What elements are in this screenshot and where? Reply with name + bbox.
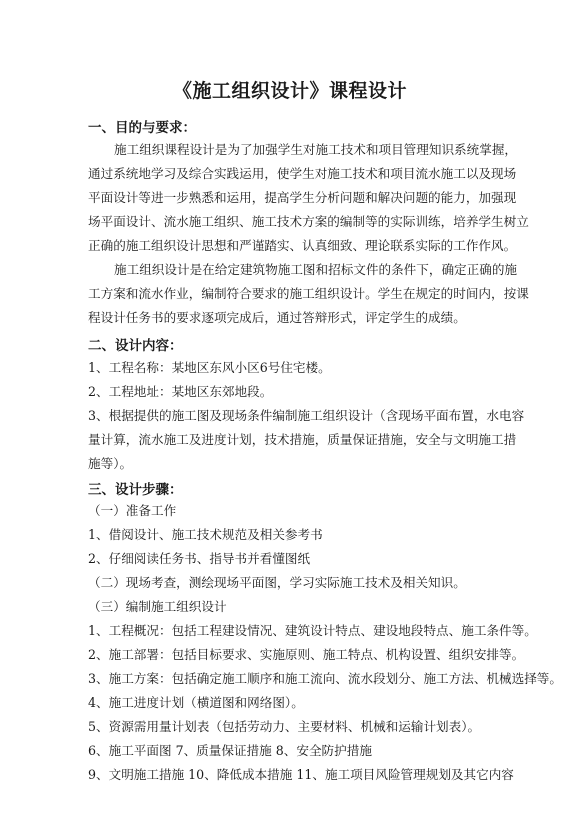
step-item: （一）准备工作 [88,503,177,518]
step-item: 1、工程概况：包括工程建设情况、建筑设计特点、建设地段特点、施工条件等。 [88,623,537,638]
step-item: 2、施工部署：包括目标要求、实施原则、施工特点、机构设置、组织安排等。 [88,647,525,662]
step-item: 3、施工方案：包括确定施工顺序和施工流向、流水段划分、施工方法、机械选择等。 [88,671,562,686]
paragraph-line: 程设计任务书的要求逐项完成后，通过答辩形式，评定学生的成绩。 [88,310,466,325]
step-item: 9、文明施工措施 10、降低成本措施 11、施工项目风险管理规划及其它内容 [88,767,514,782]
paragraph-line: 施工组织课程设计是为了加强学生对施工技术和项目管理知识系统掌握， [114,142,517,157]
paragraph-line: 正确的施工组织设计思想和严谨踏实、认真细致、理论联系实际的工作作风。 [88,238,517,253]
step-item: 1、借阅设计、施工技术规范及相关参考书 [88,527,323,542]
purpose-paragraph-2 [88,258,529,330]
paragraph-line: 施工组织设计是在给定建筑物施工图和招标文件的条件下，确定正确的施 [114,262,517,277]
step-item: （三）编制施工组织设计 [88,599,227,614]
step-item: 5、资源需用量计划表（包括劳动力、主要材料、机械和运输计划表）。 [88,719,481,734]
paragraph-line: 平面设计等进一步熟悉和运用，提高学生分析问题和解决问题的能力，加强现 [88,190,517,205]
paragraph-line: 工方案和流水作业，编制符合要求的施工组织设计。学生在规定的时间内，按课 [88,286,529,301]
step-item: 6、施工平面图 7、质量保证措施 8、安全防护措施 [88,743,372,758]
step-item: （二）现场考查，测绘现场平面图，学习实际施工技术及相关知识。 [88,575,466,590]
paragraph-line: 通过系统地学习及综合实践运用，使学生对施工技术和项目流水施工以及现场 [88,166,517,181]
paragraph-line: 场平面设计、流水施工组织、施工技术方案的编制等的实际训练，培养学生树立 [88,214,529,229]
document-title: 《施工组织设计》课程设计 [172,80,407,102]
step-item: 4、施工进度计划（横道图和网络图）。 [88,695,304,710]
content-item: 施等）。 [88,456,133,471]
section-heading-content: 二、设计内容： [88,338,183,354]
section-heading-steps: 三、设计步骤： [88,482,183,498]
content-item: 量计算，流水施工及进度计划，技术措施，质量保证措施，安全与文明施工措 [88,432,517,447]
step-item: 2、仔细阅读任务书、指导书并看懂图纸 [88,551,311,566]
section-heading-purpose: 一、目的与要求： [88,120,196,136]
purpose-paragraph-1 [88,138,529,258]
content-item: 2、工程地址：某地区东郊地段。 [88,384,273,399]
content-item: 1、工程名称：某地区东风小区6号住宅楼。 [88,360,331,375]
content-item: 3、根据提供的施工图及现场条件编制施工组织设计（含现场平面布置，水电容 [88,408,525,423]
